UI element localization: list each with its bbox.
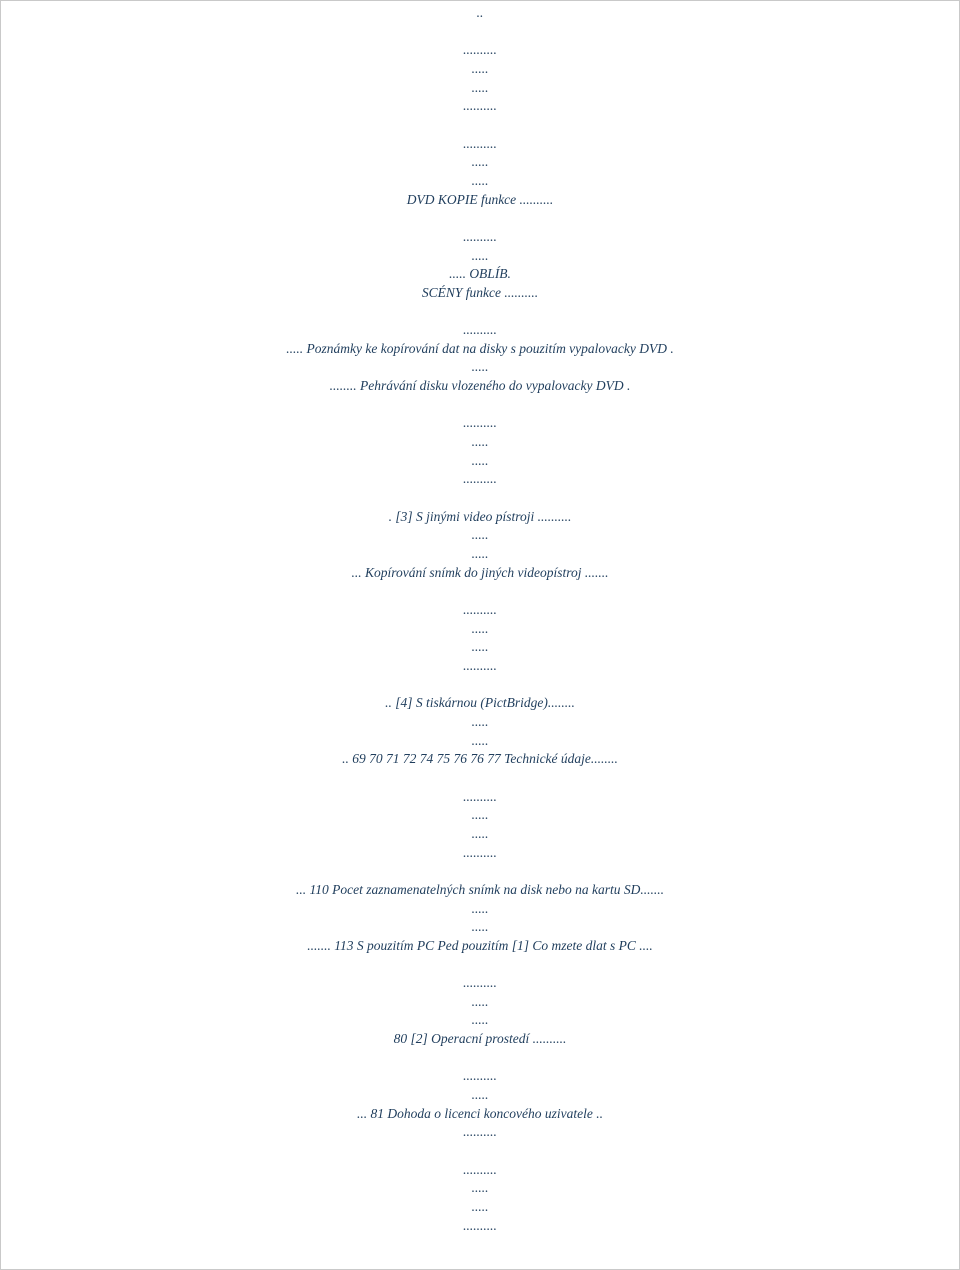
toc-line bbox=[1, 209, 959, 228]
toc-line bbox=[1, 862, 959, 881]
toc-line bbox=[1, 582, 959, 601]
toc-line: .......... bbox=[463, 1068, 497, 1084]
toc-line: 80 [2] Operacní prostedí .......... bbox=[393, 1031, 567, 1047]
toc-line bbox=[1, 1049, 959, 1068]
toc-line: ..... bbox=[471, 527, 489, 543]
toc-line: ..... bbox=[471, 79, 489, 95]
toc-line: ..... bbox=[471, 359, 489, 375]
toc-line: ..... bbox=[471, 546, 489, 562]
toc-line: .......... bbox=[463, 788, 497, 804]
table-of-contents bbox=[1, 4, 959, 1235]
toc-line bbox=[1, 769, 959, 788]
toc-line: .......... bbox=[463, 415, 497, 431]
toc-line: ..... bbox=[471, 60, 489, 76]
toc-line: ..... bbox=[471, 993, 489, 1009]
toc-line: ..... bbox=[471, 1199, 489, 1214]
toc-line bbox=[1, 676, 959, 695]
toc-line: .......... bbox=[463, 844, 497, 860]
toc-line bbox=[1, 1142, 959, 1161]
toc-line bbox=[1, 116, 959, 135]
toc-line: .......... bbox=[463, 1124, 497, 1140]
toc-line bbox=[1, 303, 959, 322]
toc-line: ... Kopírování snímk do jiných videopístroj ....... bbox=[351, 564, 609, 580]
toc-line: ..... bbox=[471, 247, 489, 263]
toc-line: ..... bbox=[471, 732, 489, 748]
toc-line: ........ Pehrávání disku vlozeného do vypalovacky DVD . bbox=[329, 378, 631, 394]
toc-line: .......... bbox=[463, 975, 497, 991]
toc-line: .......... bbox=[463, 657, 497, 673]
toc-line: ..... bbox=[471, 620, 489, 636]
toc-line bbox=[1, 955, 959, 974]
toc-line: ..... bbox=[471, 452, 489, 468]
toc-line: .......... bbox=[463, 98, 497, 114]
toc-line: ..... bbox=[471, 919, 489, 935]
toc-line: ..... Poznámky ke kopírování dat na disky s pouzitím vypalovacky DVD . bbox=[286, 340, 674, 356]
toc-line: ..... OBLÍB. bbox=[449, 266, 511, 282]
toc-line: .......... bbox=[463, 228, 497, 244]
toc-line: ... 81 Dohoda o licenci koncového uzivatele .. bbox=[357, 1105, 603, 1121]
toc-line: DVD KOPIE funkce .......... bbox=[406, 191, 554, 207]
toc-line: .......... bbox=[463, 1161, 497, 1177]
toc-line: ..... bbox=[471, 1087, 489, 1103]
toc-line: ..... bbox=[471, 1012, 489, 1028]
toc-line: ..... bbox=[471, 154, 489, 170]
toc-line: .......... bbox=[463, 322, 497, 338]
toc-line: ..... bbox=[471, 713, 489, 729]
toc-line: .. bbox=[476, 5, 484, 20]
toc-line: ..... bbox=[471, 434, 489, 450]
toc-line bbox=[1, 23, 959, 42]
toc-line: ..... bbox=[471, 900, 489, 916]
toc-line: .......... bbox=[463, 602, 497, 617]
toc-line: .......... bbox=[463, 135, 497, 151]
toc-line: ..... bbox=[471, 172, 489, 188]
toc-line: ... 110 Pocet zaznamenatelných snímk na disk nebo na kartu SD....... bbox=[296, 881, 664, 897]
toc-line: .......... bbox=[463, 1217, 497, 1233]
toc-line: .. [4] S tiskárnou (PictBridge)........ bbox=[385, 695, 575, 711]
toc-line: .. 69 70 71 72 74 75 76 76 77 Technické údaje........ bbox=[342, 751, 618, 767]
toc-line: .......... bbox=[463, 42, 497, 58]
toc-line: ....... 113 S pouzitím PC Ped pouzitím [1] Co mzete dlat s PC .... bbox=[307, 937, 653, 953]
toc-line bbox=[1, 396, 959, 415]
toc-line: .......... bbox=[463, 471, 497, 487]
toc-line: . [3] S jinými video pístroji .......... bbox=[388, 508, 572, 524]
toc-line: ..... bbox=[471, 825, 489, 841]
toc-line: SCÉNY funkce .......... bbox=[421, 284, 539, 300]
toc-line: ..... bbox=[471, 807, 489, 823]
toc-line: ..... bbox=[471, 1180, 489, 1196]
toc-line bbox=[1, 489, 959, 508]
toc-line: ..... bbox=[471, 639, 489, 655]
